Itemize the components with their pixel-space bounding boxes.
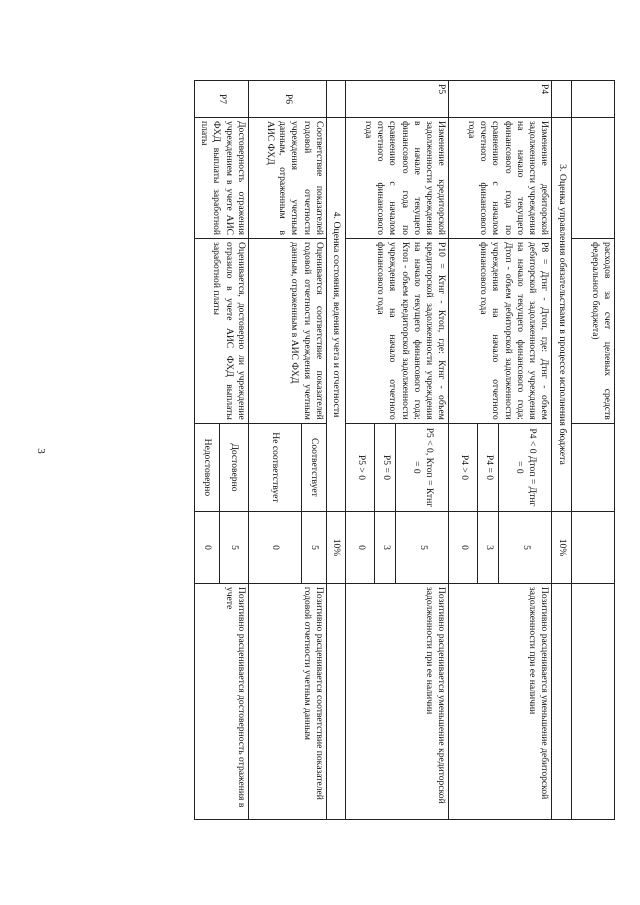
criterion-condition: P5 = 0 bbox=[375, 423, 396, 511]
table-row bbox=[219, 81, 248, 820]
criterion-condition: Недостоверно bbox=[194, 423, 219, 511]
criterion-score: 0 bbox=[248, 512, 301, 584]
section-4-title: 4. Оценка состояния, ведения учета и отчетности bbox=[326, 117, 346, 511]
continued-formula: расходов за счет целевых средств федерального бюджета) bbox=[572, 239, 615, 424]
criterion-comment: Позитивно расценивается соответствие показателей годовой отчетности учетным данным bbox=[248, 583, 326, 819]
criteria-table bbox=[194, 80, 615, 820]
criterion-code: P7 bbox=[194, 81, 248, 118]
criterion-condition: Соответствует bbox=[301, 423, 326, 511]
criterion-score: 5 bbox=[396, 512, 449, 584]
criterion-comment: Позитивно расценивается уменьшение кредиторской задолженности при ее наличии bbox=[346, 583, 449, 819]
criterion-score: 5 bbox=[219, 512, 248, 584]
criterion-code: P6 bbox=[248, 81, 326, 118]
rotated-table-container bbox=[85, 80, 615, 820]
criterion-score: 0 bbox=[449, 512, 478, 584]
section-4-weight: 10% bbox=[326, 512, 346, 584]
page-number: 3 bbox=[34, 448, 47, 454]
criterion-condition: P4 > 0 bbox=[449, 423, 478, 511]
criterion-description: Достоверность отражения учреждением в учете АИС ФХД выплаты заработной платы bbox=[194, 117, 248, 238]
table-row bbox=[499, 81, 552, 820]
criterion-condition: Не соответствует bbox=[248, 423, 301, 511]
table-row bbox=[572, 81, 615, 820]
section-3-title: 3. Оценка управления обязательствами в процессе исполнения бюджета bbox=[552, 117, 572, 511]
criterion-description: Соответствие показателей годовой отчетности учреждения учетным данным, отраженным в АИС ФХД bbox=[248, 117, 326, 238]
criterion-description: Изменение дебиторской задолженности учреждения на начало текущего финансового года по сравнению с началом отчетного финансового года bbox=[449, 117, 552, 238]
table-row bbox=[396, 81, 449, 820]
criterion-score: 0 bbox=[346, 512, 375, 584]
table-row bbox=[301, 81, 326, 820]
criterion-score: 5 bbox=[499, 512, 552, 584]
criterion-condition: P4 < 0 Дтоп = Дтнг = 0 bbox=[499, 423, 552, 511]
criterion-formula: P8 = Дтнг - Дтоп, где: Дтнг - объем дебиторской задолженности учреждения на начало текущего финансового года; Дтоп - объем дебиторской задолженности учреждения на начало отчетного финансового года bbox=[449, 239, 552, 424]
section-header-row bbox=[552, 81, 572, 820]
criterion-score: 0 bbox=[194, 512, 219, 584]
criterion-score: 3 bbox=[478, 512, 499, 584]
criterion-comment: Позитивно расценивается достоверность отражения в учете bbox=[194, 583, 248, 819]
criterion-formula: Оценивается, достоверно ли учреждение отразило в учете АИС ФХД выплаты заработной платы bbox=[194, 239, 248, 424]
criterion-condition: P4 = 0 bbox=[478, 423, 499, 511]
criterion-score: 3 bbox=[375, 512, 396, 584]
criterion-code: P4 bbox=[449, 81, 552, 118]
section-header-row bbox=[326, 81, 346, 820]
criterion-description: Изменение кредиторской задолженности учреждения в начале текущего финансового года по сравнению с началом отчетного финансового года bbox=[346, 117, 449, 238]
criterion-condition: P5 > 0 bbox=[346, 423, 375, 511]
criterion-formula: P10 = Ктнг - Ктоп, где: Ктнг - объем кредиторской задолженности учреждения на начало текущего финансового года; Ктоп - объем кредиторской задолженности учреждения на начало отчетного финансового года bbox=[346, 239, 449, 424]
section-3-weight: 10% bbox=[552, 512, 572, 584]
criterion-formula: Оценивается соответствие показателей годовой отчетности учреждения учетным данным, отраженным в АИС ФХД bbox=[248, 239, 326, 424]
criterion-score: 5 bbox=[301, 512, 326, 584]
criterion-comment: Позитивно расценивается уменьшение дебиторской задолженности при ее наличии bbox=[449, 583, 552, 819]
criterion-condition: P5 < 0, Ктоп = Ктнг = 0 bbox=[396, 423, 449, 511]
criterion-code: P5 bbox=[346, 81, 449, 118]
criterion-condition: Достоверно bbox=[219, 423, 248, 511]
